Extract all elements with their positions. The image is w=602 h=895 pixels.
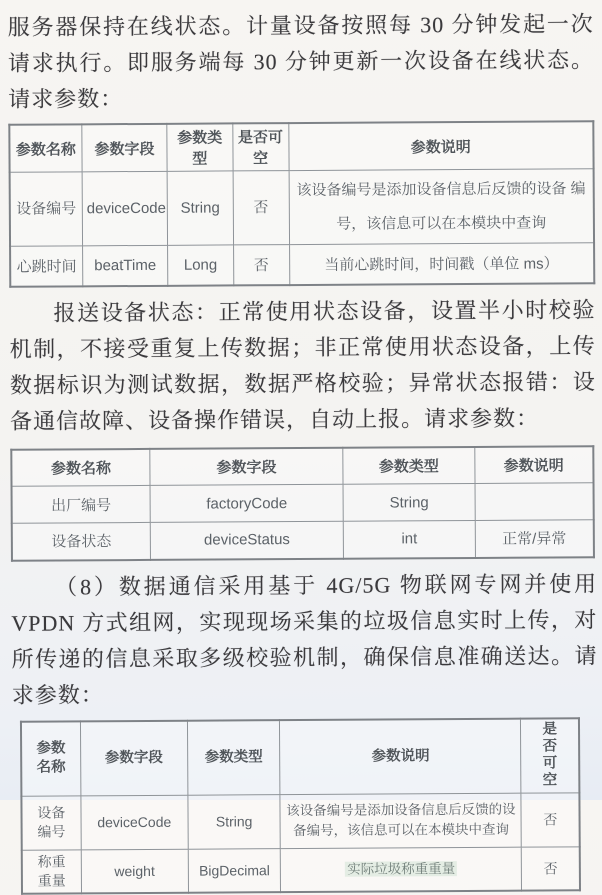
col-header-param-desc: 参数说明 [280, 718, 521, 794]
table-row [10, 243, 594, 287]
col-header-param-field: 参数字段 [80, 720, 188, 795]
paragraph-device-status: 报送设备状态：正常使用状态设备，设置半小时校验机制，不接受重复上传数据；非正常使用状态设备，上传数据标识为测试数据，数据严格校验；异常状态报错：设备通信故障、设备操作错误，自动上报。请求参数： [9, 296, 596, 434]
table-header-row [9, 121, 593, 172]
cell-param-name: 出厂编号 [12, 485, 151, 523]
cell-param-field: factoryCode [150, 484, 343, 522]
col-header-param-type: 参数类型 [187, 720, 280, 795]
cell-param-field: deviceStatus [150, 521, 343, 559]
col-header-param-desc: 参数说明 [288, 121, 593, 170]
cell-param-desc: 该设备编号是添加设备信息后反馈的设备编号，该信息可以在本模块中查询 [280, 793, 521, 848]
col-header-param-name: 参数名称 [9, 124, 82, 172]
col-header-param-name: 参数名称 [11, 448, 150, 486]
table-header-row [11, 446, 593, 487]
table-row [21, 792, 579, 849]
cell-param-desc: 当前心跳时间，时间戳（单位 ms） [289, 243, 594, 285]
cell-param-field: deviceCode [82, 171, 168, 246]
cell-param-type: BigDecimal [188, 848, 281, 893]
cell-param-name: 设备编号 [21, 795, 80, 849]
cell-param-desc: 正常/异常 [475, 520, 594, 558]
table-row [12, 483, 594, 524]
cell-param-name: 设备状态 [12, 522, 151, 560]
table-header-row [21, 718, 579, 796]
col-header-param-field: 参数字段 [82, 124, 168, 172]
cell-param-desc [475, 483, 594, 521]
cell-param-field: weight [81, 849, 188, 894]
col-header-param-type: 参数类型 [167, 123, 233, 171]
cell-nullable: 否 [521, 792, 579, 846]
cell-param-name: 称重重量 [22, 849, 81, 893]
col-header-nullable: 是否可空 [521, 718, 580, 793]
table-row [10, 169, 594, 247]
cell-nullable: 否 [522, 846, 580, 890]
cell-param-field: deviceCode [81, 795, 188, 850]
col-header-param-desc: 参数说明 [475, 446, 594, 484]
cell-param-field: beatTime [82, 245, 167, 286]
cell-param-desc: 该设备编号是添加设备信息后反馈的设备 编号，该信息可以在本模块中查询 [289, 169, 594, 245]
cell-param-type: String [188, 794, 281, 849]
data-comm-params-table [20, 717, 581, 895]
col-header-param-field: 参数字段 [150, 447, 343, 485]
heartbeat-params-table [8, 120, 595, 287]
cell-param-name: 心跳时间 [10, 246, 83, 286]
cell-param-desc: 实际垃圾称重重量 [281, 847, 522, 892]
table-row [12, 520, 594, 561]
table-row [22, 846, 580, 893]
col-header-nullable: 是否可空 [232, 123, 288, 171]
cell-nullable: 否 [233, 245, 289, 285]
cell-param-type: String [343, 483, 475, 521]
cell-param-type: Long [168, 245, 234, 285]
cell-nullable: 否 [233, 171, 290, 245]
cell-param-type: String [167, 171, 233, 245]
paragraph-data-communication: （8）数据通信采用基于 4G/5G 物联网专网并使用 VPDN 方式组网，实现现场采集的垃圾信息实时上传，对所传递的信息采取多级校验机制，确保信息准确送达。请求参数： [11, 570, 598, 708]
cell-param-name: 设备编号 [10, 172, 83, 246]
paragraph-heartbeat-intro: 服务器保持在线状态。计量设备按照每 30 分钟发起一次请求执行。即服务端每 30 分钟更新一次设备在线状态。请求参数： [7, 11, 595, 112]
device-status-params-table [10, 445, 595, 562]
col-header-param-name: 参数名称 [21, 721, 81, 796]
cell-param-type: int [343, 520, 475, 558]
col-header-param-type: 参数类型 [343, 446, 475, 484]
